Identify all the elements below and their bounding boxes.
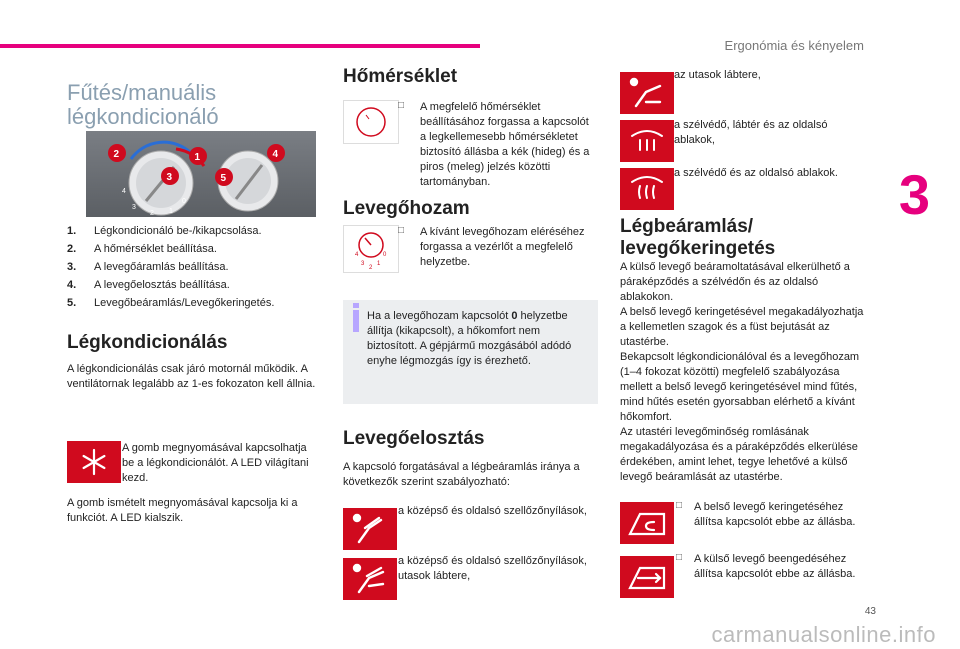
temperature-knob-icon: [343, 100, 399, 144]
knob-mark-2: 2: [150, 210, 154, 217]
recirc-item-2: A külső levegő beengedéséhez állítsa kapcsolót ebbe az állásba.: [694, 553, 856, 580]
dist-text: A kapcsoló forgatásával a légbeáramlás iránya a következők szerint szabályozható:: [343, 461, 580, 488]
flow-mark-3: 3: [361, 261, 365, 267]
callout-1-label: 1: [194, 152, 201, 163]
recirc-heading: Légbeáramlás/ levegőkeringetés: [620, 216, 776, 259]
flow-mark-0: 0: [383, 252, 387, 258]
windscreen-defrost-icon: [620, 168, 674, 210]
temp-heading: Hőmérséklet: [343, 66, 458, 87]
vent-feet-icon: [620, 72, 674, 114]
info-box: [343, 300, 598, 404]
callout-5-label: 5: [220, 173, 227, 184]
ac-off-text: A gomb ismételt megnyomásával kapcsolja ki a funkciót. A LED kialszik.: [67, 497, 298, 524]
ac-text: A légkondicionálás csak járó motornál működik. A ventilátornak legalább az 1-es fokozaton kell állnia.: [67, 363, 316, 390]
chapter-number: 3: [898, 163, 930, 226]
flow-mark-1: 1: [377, 261, 381, 267]
snowflake-icon: [67, 441, 121, 483]
dist-item-5: a szélvédő és az oldalsó ablakok.: [674, 167, 838, 179]
info-icon: [353, 310, 359, 332]
temp-text: A megfelelő hőmérséklet beállításához forgassa a kapcsolót a legkellemesebb hőmérsékletet biztosító állásba a kék (hideg) és a piros (meleg) jelzés közötti tartományban.: [420, 101, 590, 188]
ac-heading: Légkondicionálás: [67, 332, 228, 353]
flow-text: A kívánt levegőhozam eléréséhez forgassa a vezérlőt a megfelelő helyzetbe.: [420, 226, 585, 268]
info-text: Ha a levegőhozam kapcsolót 0 helyzetbe állítja (kikapcsolt), a hőkomfort nem biztosított. A gépjármű mozgásából adódó enyhe légmozgás így is érezhető.: [367, 310, 572, 367]
knob-mark-4: 4: [122, 188, 126, 195]
dist-item-1: a középső és oldalsó szellőzőnyílások,: [398, 505, 587, 517]
list-item: 2. A hőmérséklet beállítása.: [67, 243, 217, 255]
fresh-air-icon: [620, 556, 674, 598]
dist-item-4: a szélvédő, lábtér és az oldalsó ablakok,: [674, 119, 828, 146]
airflow-knob-icon: [343, 225, 399, 273]
flow-mark-4: 4: [355, 252, 359, 258]
callout-3-label: 3: [166, 172, 173, 183]
ac-button-text: A gomb megnyomásával kapcsolhatja be a légkondicionálót. A LED világítani kezd.: [122, 442, 309, 484]
recirculation-icon: [620, 502, 674, 544]
windscreen-feet-icon: [620, 120, 674, 162]
knob-mark-0: 0: [182, 198, 186, 205]
vent-face-feet-icon: [343, 558, 397, 600]
list-item: 4. A levegőelosztás beállítása.: [67, 279, 230, 291]
header-accent-bar: [0, 44, 480, 48]
callout-2-label: 2: [113, 149, 120, 160]
page-number: 43: [864, 606, 876, 617]
recirc-item-1: A belső levegő keringetéséhez állítsa kapcsolót ebbe az állásba.: [694, 501, 856, 528]
hvac-panel-illustration: [86, 131, 316, 217]
recirc-text: A külső levegő beáramoltatásával elkerülhető a páraképződés a szélvédőn és az oldalsó ablakokon. A belső levegő keringetésével megakadályozhatja a kellemetlen szagok és a füst bejutását az utastérbe. Bekapcsolt légkondicionálóval és a levegőhozam (1–4 fokozat közötti) megfelelő szabályozása mellett a belső levegő keringetésével mind fűtés, mind hűtés esetén gyorsabban elérhető a kívánt hőkomfort. Az utastéri levegőminőség romlásának megakadályozása és a páraképződés elkerülése érdekében, amint lehet, tegye lehetővé a külső levegő beáramlását az utastérbe.: [620, 261, 864, 483]
control-list: [67, 223, 322, 313]
section-header: Ergonómia és kényelem: [724, 38, 864, 53]
dist-item-2: a középső és oldalsó szellőzőnyílások, utasok lábtere,: [398, 555, 587, 582]
list-item: 1. Légkondicionáló be-/kikapcsolása.: [67, 225, 262, 237]
flow-heading: Levegőhozam: [343, 198, 470, 219]
dist-heading: Levegőelosztás: [343, 428, 485, 449]
bullet-icon: □: [398, 100, 405, 111]
vent-face-icon: [343, 508, 397, 550]
knob-mark-1: 1: [169, 208, 173, 215]
callout-4-label: 4: [272, 149, 279, 160]
knob-mark-3: 3: [132, 204, 136, 211]
page-title: Fűtés/manuális légkondicionáló: [67, 79, 219, 129]
bullet-icon: □: [676, 552, 683, 563]
list-item: 3. A levegőáramlás beállítása.: [67, 261, 229, 273]
flow-mark-2: 2: [369, 265, 373, 271]
list-item: 5. Levegőbeáramlás/Levegőkeringetés.: [67, 297, 275, 309]
watermark: carmanualsonline.info: [711, 622, 936, 647]
bullet-icon: □: [676, 500, 683, 511]
bullet-icon: □: [398, 225, 405, 236]
dist-item-3: az utasok lábtere,: [674, 69, 761, 81]
